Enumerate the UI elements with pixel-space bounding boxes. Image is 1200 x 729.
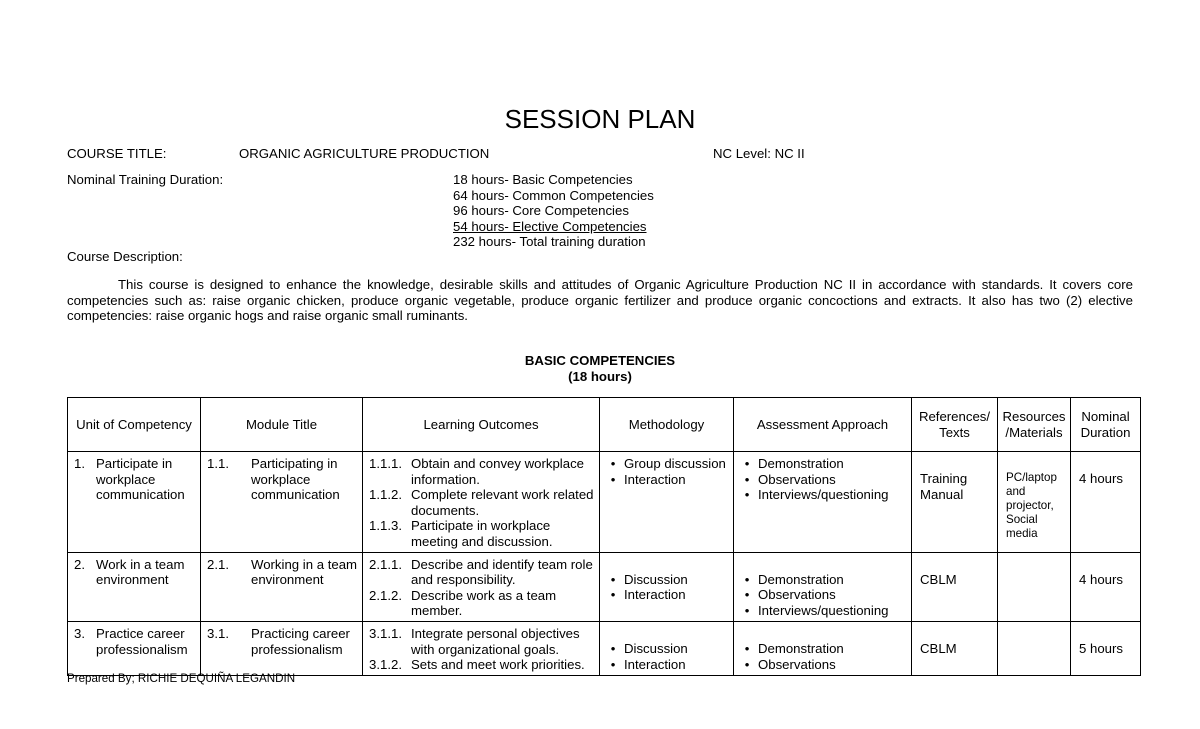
header-unit: Unit of Competency bbox=[68, 398, 201, 452]
table-row bbox=[68, 552, 1141, 621]
module-number: 1.1. bbox=[207, 456, 229, 471]
outcome-number: 1.1.2. bbox=[369, 487, 402, 503]
section-hours: (18 hours) bbox=[568, 369, 632, 384]
module-number: 2.1. bbox=[207, 556, 229, 572]
list-item: • Demonstration bbox=[744, 456, 844, 471]
list-item: • Group discussion bbox=[610, 456, 726, 471]
outcome-text: Obtain and convey workplace information. bbox=[411, 456, 585, 487]
duration-elective: 54 hours- Elective Competencies bbox=[453, 218, 647, 234]
list-item: • Demonstration bbox=[744, 571, 844, 587]
list-item: • Observations bbox=[744, 587, 836, 603]
unit-number: 2. bbox=[74, 556, 85, 572]
outcome-text: Describe work as a team member. bbox=[411, 587, 557, 619]
course-description-label: Course Description: bbox=[67, 249, 183, 264]
duration-cell: 5 hours bbox=[1079, 640, 1123, 656]
resources-cell bbox=[998, 622, 1070, 641]
outcome-number: 1.1.3. bbox=[369, 518, 402, 534]
duration-common: 64 hours- Common Competencies bbox=[453, 187, 654, 203]
header-assessment: Assessment Approach bbox=[734, 398, 912, 452]
unit-text: Work in a team environment bbox=[96, 556, 185, 588]
table-header-row bbox=[68, 398, 1141, 452]
prepared-by-footer: Prepared By; RICHIE DEQUIÑA LEGANDIN bbox=[67, 672, 296, 685]
outcome-number: 1.1.1. bbox=[369, 456, 402, 471]
header-module: Module Title bbox=[201, 398, 363, 452]
table-row bbox=[68, 621, 1141, 675]
list-item: • Discussion bbox=[610, 640, 688, 656]
resources-cell bbox=[998, 553, 1070, 572]
outcome-number: 3.1.2. bbox=[369, 657, 402, 673]
unit-number: 3. bbox=[74, 625, 85, 641]
list-item: • Interviews/questioning bbox=[744, 487, 889, 503]
list-item: • Observations bbox=[744, 471, 836, 487]
header-resources: Resources /Materials bbox=[998, 398, 1071, 452]
module-text: Practicing career professionalism bbox=[251, 625, 350, 657]
list-item: • Interviews/questioning bbox=[744, 602, 889, 618]
outcome-text: Integrate personal objectives with organizational goals. bbox=[411, 625, 580, 657]
competency-table bbox=[67, 397, 1141, 676]
table-row bbox=[68, 452, 1141, 553]
duration-total: 232 hours- Total training duration bbox=[453, 234, 646, 250]
course-description: This course is designed to enhance the knowledge, desirable skills and attitudes of Organic Agriculture Production NC II in accordance with standards. It covers core competencies such as: raise organic chicken, produce organic vegetable, produce organic fertilizer and produce organic concoctions and extracts. It also has two (2) elective competencies: raise organic hogs and raise organic small ruminants. bbox=[67, 277, 1133, 324]
header-duration: Nominal Duration bbox=[1071, 398, 1141, 452]
outcome-text: Complete relevant work related documents. bbox=[411, 487, 594, 518]
nc-level: NC Level: NC II bbox=[713, 146, 805, 161]
outcome-number: 3.1.1. bbox=[369, 625, 402, 641]
outcome-text: Describe and identify team role and responsibility. bbox=[411, 556, 593, 588]
duration-cell: 4 hours bbox=[1079, 471, 1123, 486]
module-text: Working in a team environment bbox=[251, 556, 358, 588]
list-item: • Observations bbox=[744, 656, 836, 672]
resources-cell: PC/laptop and projector, Social media bbox=[1006, 471, 1057, 540]
list-item: • Interaction bbox=[610, 656, 686, 672]
duration-basic: 18 hours- Basic Competencies bbox=[453, 172, 633, 187]
duration-label: Nominal Training Duration: bbox=[67, 172, 224, 187]
course-title-label: COURSE TITLE: bbox=[67, 146, 167, 161]
course-title-value: ORGANIC AGRICULTURE PRODUCTION bbox=[239, 146, 490, 161]
references-cell: CBLM bbox=[920, 640, 957, 656]
outcome-text: Sets and meet work priorities. bbox=[411, 657, 585, 673]
list-item: • Interaction bbox=[610, 587, 686, 603]
duration-core: 96 hours- Core Competencies bbox=[453, 203, 629, 219]
duration-cell: 4 hours bbox=[1079, 571, 1123, 587]
header-methodology: Methodology bbox=[600, 398, 734, 452]
outcome-number: 2.1.2. bbox=[369, 587, 402, 603]
references-cell: CBLM bbox=[920, 571, 957, 587]
outcome-text: Participate in workplace meeting and discussion. bbox=[411, 518, 553, 549]
references-cell: Training Manual bbox=[920, 471, 968, 502]
module-number: 3.1. bbox=[207, 625, 229, 641]
list-item: • Discussion bbox=[610, 571, 688, 587]
outcome-number: 2.1.1. bbox=[369, 556, 402, 572]
list-item: • Demonstration bbox=[744, 640, 844, 656]
unit-text: Participate in workplace communication bbox=[96, 456, 185, 503]
module-text: Participating in workplace communication bbox=[251, 456, 340, 503]
header-outcomes: Learning Outcomes bbox=[363, 398, 600, 452]
section-title: BASIC COMPETENCIES bbox=[524, 353, 676, 368]
list-item: • Interaction bbox=[610, 471, 686, 487]
unit-number: 1. bbox=[74, 456, 85, 471]
page-title: SESSION PLAN bbox=[504, 104, 696, 134]
unit-text: Practice career professionalism bbox=[96, 625, 188, 657]
header-references: References/ Texts bbox=[912, 398, 998, 452]
